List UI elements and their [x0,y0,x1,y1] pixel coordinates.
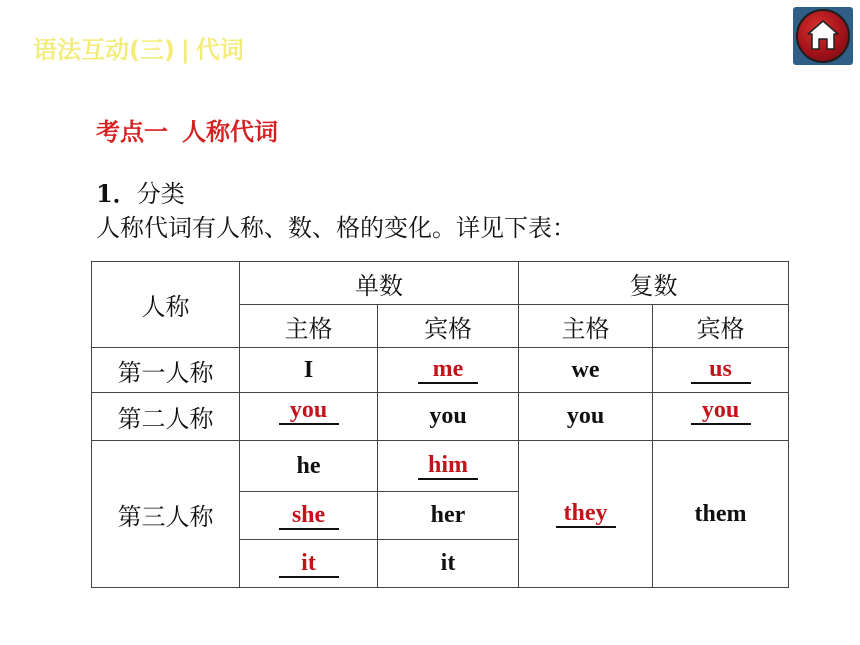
cell-third-her: her [378,492,519,540]
pronoun-table [91,261,789,588]
cell-second-pl-subj: you [519,393,653,441]
header-title: 语法互动(三) [33,36,175,64]
header-separator: | [180,36,190,64]
person-header: 人称 [92,262,240,348]
cell-third-she [240,492,378,540]
answer-they: they [556,500,616,528]
home-icon [806,18,840,52]
item-number: 1． [96,179,137,208]
cell-first-sg-subj: I [240,348,378,393]
answer-she: she [279,502,339,530]
third-person-label: 第三人称 [92,441,240,588]
item-label: 分类 [136,180,185,208]
answer-it: it [279,550,339,578]
singular-obj-header: 宾格 [378,305,519,348]
cell-first-pl-obj [653,348,789,393]
answer-you-subj: you [279,397,339,425]
singular-header: 单数 [240,262,519,305]
cell-third-pl-subj [519,441,653,588]
section-title [96,112,278,147]
page-header-title [33,30,244,65]
cell-third-pl-obj: them [653,441,789,588]
answer-you-obj: you [691,397,751,425]
cell-second-pl-obj [653,393,789,441]
cell-third-him [378,441,519,492]
first-person-label: 第一人称 [92,348,240,393]
header-topic: 代词 [195,36,244,64]
cell-first-pl-subj: we [519,348,653,393]
cell-third-it-subj [240,540,378,588]
singular-subj-header: 主格 [240,305,378,348]
home-button[interactable] [793,7,853,65]
second-person-label: 第二人称 [92,393,240,441]
cell-third-it-obj: it [378,540,519,588]
answer-us: us [691,356,751,384]
cell-third-he: he [240,441,378,492]
cell-second-sg-obj: you [378,393,519,441]
answer-him: him [418,452,478,480]
section-title-b: 人称代词 [182,118,278,146]
plural-obj-header: 宾格 [653,305,789,348]
section-title-a: 考点一 [96,118,168,146]
plural-header: 复数 [519,262,789,305]
description: 人称代词有人称、数、格的变化。详见下表： [96,214,576,242]
item-heading [96,174,185,209]
plural-subj-header: 主格 [519,305,653,348]
cell-second-sg-subj [240,393,378,441]
cell-first-sg-obj [378,348,519,393]
answer-me: me [418,356,478,384]
